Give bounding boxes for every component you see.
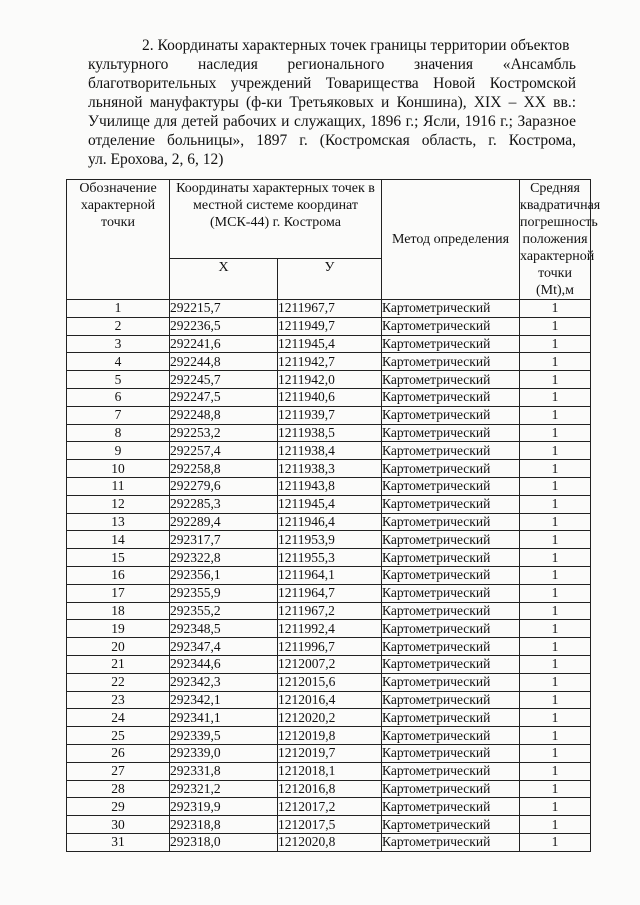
point-number-cell: 8 [67, 424, 170, 442]
coord-x-cell: 292318,8 [170, 816, 278, 834]
error-cell: 1 [520, 833, 591, 851]
error-cell: 1 [520, 460, 591, 478]
point-number-cell: 26 [67, 744, 170, 762]
point-number-cell: 28 [67, 780, 170, 798]
table-row [67, 727, 591, 745]
point-number-cell: 12 [67, 495, 170, 513]
table-row [67, 317, 591, 335]
coord-y-cell: 1212007,2 [278, 655, 382, 673]
coord-y-cell: 1211955,3 [278, 549, 382, 567]
coord-x-cell: 292341,1 [170, 709, 278, 727]
coord-x-cell: 292339,0 [170, 744, 278, 762]
error-cell: 1 [520, 317, 591, 335]
table-row [67, 816, 591, 834]
point-number-cell: 13 [67, 513, 170, 531]
method-cell: Картометрический [382, 566, 520, 584]
error-cell: 1 [520, 780, 591, 798]
table-body [67, 300, 591, 852]
point-number-cell: 19 [67, 620, 170, 638]
coord-x-cell: 292322,8 [170, 549, 278, 567]
error-cell: 1 [520, 709, 591, 727]
table-row [67, 833, 591, 851]
method-cell: Картометрический [382, 655, 520, 673]
coord-x-cell: 292215,7 [170, 300, 278, 318]
error-cell: 1 [520, 353, 591, 371]
point-number-cell: 3 [67, 335, 170, 353]
heading-line: культурного наследия регионального значения «Ансамбль [88, 56, 576, 73]
point-number-cell: 14 [67, 531, 170, 549]
table-row [67, 655, 591, 673]
coord-y-cell: 1211964,7 [278, 584, 382, 602]
coord-x-cell: 292257,4 [170, 442, 278, 460]
coord-x-cell: 292279,6 [170, 477, 278, 495]
coord-y-cell: 1211940,6 [278, 388, 382, 406]
error-cell: 1 [520, 495, 591, 513]
coord-x-cell: 292253,2 [170, 424, 278, 442]
error-cell: 1 [520, 762, 591, 780]
heading-line: 2. Координаты характерных точек границы территории объектов [142, 37, 570, 54]
method-cell: Картометрический [382, 780, 520, 798]
method-cell: Картометрический [382, 620, 520, 638]
coord-y-cell: 1211967,2 [278, 602, 382, 620]
table-row [67, 620, 591, 638]
coord-y-cell: 1212019,7 [278, 744, 382, 762]
error-cell: 1 [520, 513, 591, 531]
coord-y-cell: 1211938,5 [278, 424, 382, 442]
header-coordinates: Координаты характерных точек в местной системе координат (МСК-44) г. Кострома [170, 180, 382, 259]
table-row [67, 744, 591, 762]
coord-x-cell: 292319,9 [170, 798, 278, 816]
point-number-cell: 4 [67, 353, 170, 371]
coord-x-cell: 292317,7 [170, 531, 278, 549]
table-row [67, 477, 591, 495]
error-cell: 1 [520, 673, 591, 691]
method-cell: Картометрический [382, 584, 520, 602]
error-cell: 1 [520, 602, 591, 620]
coord-x-cell: 292347,4 [170, 638, 278, 656]
coord-y-cell: 1212015,6 [278, 673, 382, 691]
coord-x-cell: 292355,2 [170, 602, 278, 620]
method-cell: Картометрический [382, 388, 520, 406]
heading-line: Училище для детей рабочих и служащих, 1896 г.; Ясли, 1916 г.; Заразное [88, 113, 576, 130]
table-row [67, 371, 591, 389]
coord-x-cell: 292245,7 [170, 371, 278, 389]
table-row [67, 531, 591, 549]
table-row [67, 709, 591, 727]
method-cell: Картометрический [382, 477, 520, 495]
method-cell: Картометрический [382, 691, 520, 709]
table-row [67, 638, 591, 656]
coord-y-cell: 1212017,2 [278, 798, 382, 816]
heading-line: льняной мануфактуры (ф-ки Третьяковых и Коншина), XIX – XX вв.: [88, 94, 576, 111]
point-number-cell: 7 [67, 406, 170, 424]
method-cell: Картометрический [382, 709, 520, 727]
point-number-cell: 20 [67, 638, 170, 656]
coord-x-cell: 292248,8 [170, 406, 278, 424]
coordinates-table [66, 179, 601, 852]
coord-x-cell: 292331,8 [170, 762, 278, 780]
table-row [67, 762, 591, 780]
error-cell: 1 [520, 442, 591, 460]
point-number-cell: 25 [67, 727, 170, 745]
method-cell: Картометрический [382, 727, 520, 745]
error-cell: 1 [520, 691, 591, 709]
coord-y-cell: 1211945,4 [278, 335, 382, 353]
error-cell: 1 [520, 406, 591, 424]
point-number-cell: 22 [67, 673, 170, 691]
coord-y-cell: 1211953,9 [278, 531, 382, 549]
table-row [67, 495, 591, 513]
coord-y-cell: 1211946,4 [278, 513, 382, 531]
coord-y-cell: 1212018,1 [278, 762, 382, 780]
method-cell: Картометрический [382, 549, 520, 567]
method-cell: Картометрический [382, 460, 520, 478]
point-number-cell: 5 [67, 371, 170, 389]
coord-y-cell: 1212020,8 [278, 833, 382, 851]
method-cell: Картометрический [382, 816, 520, 834]
heading-line: благотворительных учреждений Товарищества Новой Костромской [88, 75, 576, 92]
coord-y-cell: 1211949,7 [278, 317, 382, 335]
coord-x-cell: 292241,6 [170, 335, 278, 353]
point-number-cell: 11 [67, 477, 170, 495]
point-number-cell: 6 [67, 388, 170, 406]
coord-y-cell: 1211967,7 [278, 300, 382, 318]
error-cell: 1 [520, 300, 591, 318]
coord-y-cell: 1211943,8 [278, 477, 382, 495]
method-cell: Картометрический [382, 335, 520, 353]
error-cell: 1 [520, 371, 591, 389]
method-cell: Картометрический [382, 353, 520, 371]
coord-y-cell: 1211942,0 [278, 371, 382, 389]
coord-x-cell: 292344,6 [170, 655, 278, 673]
method-cell: Картометрический [382, 495, 520, 513]
coord-y-cell: 1211945,4 [278, 495, 382, 513]
error-cell: 1 [520, 727, 591, 745]
method-cell: Картометрический [382, 300, 520, 318]
coord-x-cell: 292318,0 [170, 833, 278, 851]
table-row [67, 673, 591, 691]
section-heading [88, 36, 576, 169]
point-number-cell: 9 [67, 442, 170, 460]
coord-x-cell: 292289,4 [170, 513, 278, 531]
coord-x-cell: 292285,3 [170, 495, 278, 513]
table-row [67, 602, 591, 620]
table-row [67, 353, 591, 371]
error-cell: 1 [520, 798, 591, 816]
coord-y-cell: 1212020,2 [278, 709, 382, 727]
error-cell: 1 [520, 638, 591, 656]
heading-line: отделение больницы», 1897 г. (Костромская область, г. Кострома, [88, 132, 576, 149]
coord-x-cell: 292342,3 [170, 673, 278, 691]
method-cell: Картометрический [382, 531, 520, 549]
table-row [67, 798, 591, 816]
table-row [67, 406, 591, 424]
coord-x-cell: 292339,5 [170, 727, 278, 745]
method-cell: Картометрический [382, 424, 520, 442]
table-row [67, 566, 591, 584]
method-cell: Картометрический [382, 317, 520, 335]
header-y: У [278, 258, 382, 299]
coord-x-cell: 292247,5 [170, 388, 278, 406]
method-cell: Картометрический [382, 406, 520, 424]
point-number-cell: 16 [67, 566, 170, 584]
coord-x-cell: 292236,5 [170, 317, 278, 335]
table-row [67, 549, 591, 567]
method-cell: Картометрический [382, 371, 520, 389]
point-number-cell: 27 [67, 762, 170, 780]
coord-y-cell: 1211942,7 [278, 353, 382, 371]
point-number-cell: 15 [67, 549, 170, 567]
error-cell: 1 [520, 584, 591, 602]
coord-x-cell: 292342,1 [170, 691, 278, 709]
error-cell: 1 [520, 549, 591, 567]
coord-y-cell: 1212016,8 [278, 780, 382, 798]
table-row [67, 442, 591, 460]
coord-x-cell: 292258,8 [170, 460, 278, 478]
point-number-cell: 23 [67, 691, 170, 709]
point-number-cell: 18 [67, 602, 170, 620]
method-cell: Картометрический [382, 798, 520, 816]
point-number-cell: 2 [67, 317, 170, 335]
coord-x-cell: 292321,2 [170, 780, 278, 798]
coord-y-cell: 1211938,4 [278, 442, 382, 460]
method-cell: Картометрический [382, 762, 520, 780]
coord-y-cell: 1211938,3 [278, 460, 382, 478]
point-number-cell: 24 [67, 709, 170, 727]
table-row [67, 388, 591, 406]
method-cell: Картометрический [382, 442, 520, 460]
coord-y-cell: 1211996,7 [278, 638, 382, 656]
coord-y-cell: 1211992,4 [278, 620, 382, 638]
point-number-cell: 10 [67, 460, 170, 478]
method-cell: Картометрический [382, 673, 520, 691]
table-row [67, 300, 591, 318]
error-cell: 1 [520, 531, 591, 549]
error-cell: 1 [520, 388, 591, 406]
error-cell: 1 [520, 335, 591, 353]
table-row [67, 780, 591, 798]
point-number-cell: 31 [67, 833, 170, 851]
header-x: Х [170, 258, 278, 299]
point-number-cell: 21 [67, 655, 170, 673]
error-cell: 1 [520, 566, 591, 584]
table-row [67, 424, 591, 442]
method-cell: Картометрический [382, 744, 520, 762]
coord-y-cell: 1211939,7 [278, 406, 382, 424]
table-row [67, 584, 591, 602]
method-cell: Картометрический [382, 602, 520, 620]
header-method: Метод определения [382, 180, 520, 300]
error-cell: 1 [520, 655, 591, 673]
error-cell: 1 [520, 816, 591, 834]
header-error: Средняя квадратичная погрешность положения характерной точки (Mt),м [520, 181, 601, 298]
table-row [67, 691, 591, 709]
heading-line: ул. Ерохова, 2, 6, 12) [88, 151, 224, 168]
table-row [67, 513, 591, 531]
point-number-cell: 1 [67, 300, 170, 318]
point-number-cell: 29 [67, 798, 170, 816]
table-row [67, 460, 591, 478]
coord-x-cell: 292355,9 [170, 584, 278, 602]
error-cell: 1 [520, 620, 591, 638]
coord-y-cell: 1211964,1 [278, 566, 382, 584]
coord-x-cell: 292244,8 [170, 353, 278, 371]
coord-y-cell: 1212019,8 [278, 727, 382, 745]
coord-y-cell: 1212016,4 [278, 691, 382, 709]
error-cell: 1 [520, 477, 591, 495]
coord-x-cell: 292348,5 [170, 620, 278, 638]
error-cell: 1 [520, 424, 591, 442]
point-number-cell: 30 [67, 816, 170, 834]
coord-y-cell: 1212017,5 [278, 816, 382, 834]
header-point: Обозначение характерной точки [67, 180, 170, 300]
error-cell: 1 [520, 744, 591, 762]
point-number-cell: 17 [67, 584, 170, 602]
method-cell: Картометрический [382, 833, 520, 851]
method-cell: Картометрический [382, 638, 520, 656]
coord-x-cell: 292356,1 [170, 566, 278, 584]
table-row [67, 335, 591, 353]
method-cell: Картометрический [382, 513, 520, 531]
